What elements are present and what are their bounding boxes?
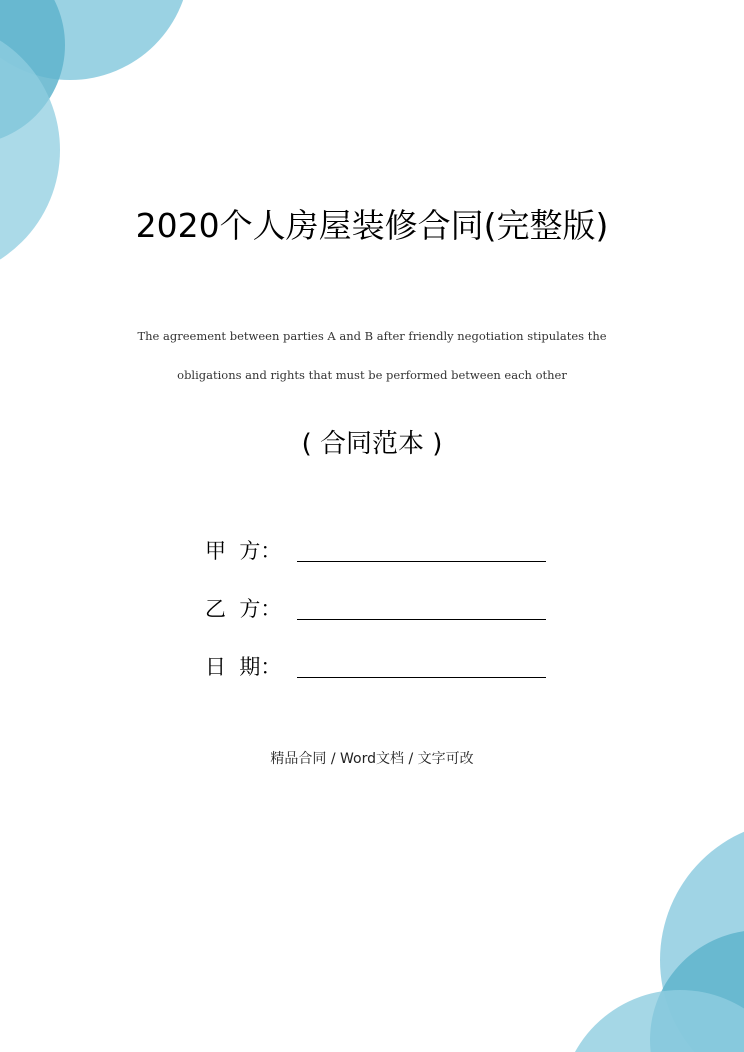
bottom-right-circles-decoration [560,820,744,1052]
date-blank-line[interactable] [297,677,546,678]
party-b-blank-line[interactable] [297,619,546,620]
party-fields [205,526,565,700]
document-title: 2020个人房屋装修合同(完整版) [135,206,609,245]
party-a-field [205,526,565,566]
contract-sample-label: ( 合同范本 ) [301,429,443,459]
subtitle-line-2: obligations and rights that must be performed between each other [177,368,567,382]
party-a-blank-line[interactable] [297,561,546,562]
party-a-label: 甲 方： [205,539,282,563]
party-b-label: 乙 方： [205,597,282,621]
date-label: 日 期： [205,655,282,679]
party-b-field [205,584,565,624]
subtitle-line-1: The agreement between parties A and B after friendly negotiation stipulates the [137,329,607,343]
date-field [205,642,565,682]
footer-note: 精品合同 / Word文档 / 文字可改 [270,751,474,767]
